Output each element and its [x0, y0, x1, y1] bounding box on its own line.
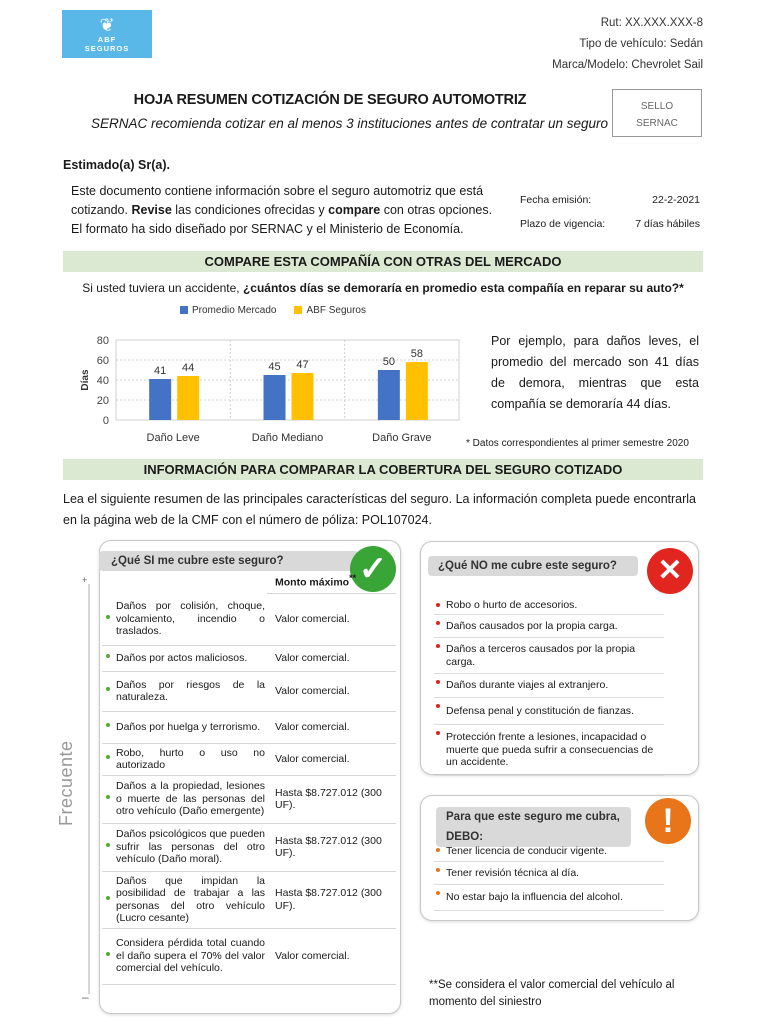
issue-date-label: Fecha emisión:: [520, 194, 592, 206]
section-band-coverage: INFORMACIÓN PARA COMPARAR LA COBERTURA DEL SEGURO COTIZADO: [63, 459, 703, 480]
coverage-intro-paragraph: Lea el siguiente resumen de las principales características del seguro. La información completa puede encontrarla en la página web de la CMF con el número de póliza: POL107024.: [63, 492, 696, 527]
covered-row: [102, 593, 396, 645]
max-amount-header: [267, 571, 396, 593]
y-tick-label: 20: [96, 395, 109, 407]
intro-text-1: Este documento contiene información sobre el seguro automotriz que está cotizando.: [71, 184, 484, 217]
requirements-list: [434, 842, 664, 911]
validity-value: 7 días hábiles: [635, 218, 700, 230]
intro-revise: Revise: [131, 203, 172, 217]
bar: [406, 362, 428, 420]
covered-amount: Hasta $8.727.012 (300 UF).: [267, 775, 396, 823]
y-tick-label: 80: [96, 335, 109, 347]
leaf-icon: ❦: [99, 15, 115, 35]
covered-table-header: [102, 571, 396, 593]
legend-item-abf: [294, 305, 365, 316]
validity-row: [520, 212, 700, 236]
issue-date-row: [520, 188, 700, 212]
bar-value-label: 45: [268, 361, 281, 373]
y-axis-label: Días: [80, 369, 91, 391]
covered-amount: Valor comercial.: [267, 671, 396, 711]
question-pre: Si usted tuviera un accidente,: [82, 281, 243, 295]
covered-item: Daños por actos maliciosos.: [102, 645, 267, 671]
frequency-label: Frecuente: [56, 740, 76, 826]
sernac-seal-box: [612, 89, 702, 137]
bar-value-label: 47: [296, 359, 309, 371]
logo-line1: ABF: [97, 35, 117, 44]
brand-model-text: Marca/Modelo: Chevrolet Sail: [552, 59, 703, 71]
covered-card-title: ¿Qué SI me cubre este seguro?: [99, 551, 359, 571]
covered-amount: Valor comercial.: [267, 743, 396, 775]
covered-item: Daños a la propiedad, lesiones o muerte de las personas del otro vehículo (Daño emergente): [102, 775, 267, 823]
exclamation-icon: !: [645, 798, 691, 844]
covered-row: [102, 928, 396, 984]
covered-item: Daños psicológicos que pueden sufrir las personas del otro vehículo (Daño moral).: [102, 823, 267, 871]
y-tick-label: 0: [102, 415, 109, 427]
repair-days-question: [63, 281, 703, 295]
covered-item: Daños por riesgos de la naturaleza.: [102, 671, 267, 711]
frequency-minus: –: [82, 990, 89, 1004]
x-tick-label: Daño Leve: [146, 432, 200, 444]
covered-table: [102, 571, 396, 985]
covered-amount: Valor comercial.: [267, 928, 396, 984]
commercial-value-footnote: **Se considera el valor comercial del vehículo al momento del siniestro: [429, 979, 675, 1008]
bar: [378, 370, 400, 420]
list-item: Daños durante viajes al extranjero.: [434, 674, 664, 698]
covered-row: [102, 743, 396, 775]
legend-item-market: [180, 305, 276, 316]
page-subtitle: SERNAC recomienda cotizar en al menos 3 instituciones antes de contratar un seguro: [90, 116, 608, 131]
list-item: Robo o hurto de accesorios.: [434, 597, 664, 615]
covered-row: [102, 645, 396, 671]
covered-item: Daños que impidan la posibilidad de trabajar a las personas del otro vehículo (Lucro cesante): [102, 871, 267, 928]
list-item: No estar bajo la influencia del alcohol.: [434, 885, 664, 911]
bar: [264, 375, 286, 420]
bar: [149, 379, 171, 420]
section-band-compare: COMPARE ESTA COMPAÑÍA CON OTRAS DEL MERCADO: [63, 251, 703, 272]
company-logo: [62, 10, 152, 58]
greeting: Estimado(a) Sr(a).: [63, 158, 170, 172]
covered-amount: Valor comercial.: [267, 645, 396, 671]
chart-legend: [180, 305, 366, 316]
covered-amount: Hasta $8.727.012 (300 UF).: [267, 823, 396, 871]
page-title: HOJA RESUMEN COTIZACIÓN DE SEGURO AUTOMOTRIZ: [133, 92, 527, 108]
header-empty-cell: [102, 571, 267, 593]
x-tick-label: Daño Grave: [372, 432, 432, 444]
requirements-card-title: Para que este seguro me cubra, DEBO:: [436, 807, 631, 847]
covered-amount: Hasta $8.727.012 (300 UF).: [267, 871, 396, 928]
list-item: Tener revisión técnica al día.: [434, 862, 664, 886]
covered-item: Considera pérdida total cuando el daño supera el 70% del valor comercial del vehículo.: [102, 928, 267, 984]
question-bold: ¿cuántos días se demoraría en promedio esta compañía en reparar su auto?*: [242, 281, 684, 295]
y-tick-label: 40: [96, 375, 109, 387]
repair-days-bar-chart: [66, 328, 466, 452]
intro-paragraph: [71, 182, 501, 239]
list-item: Protección frente a lesiones, incapacidad o muerte que pueda sufrir a consecuencias de un accidente.: [434, 725, 664, 776]
intro-compare: compare: [328, 203, 381, 217]
bar: [177, 376, 199, 420]
covered-amount: Valor comercial.: [267, 711, 396, 743]
covered-row: [102, 871, 396, 928]
not-covered-list: [434, 597, 664, 776]
vehicle-type-text: Tipo de vehículo: Sedán: [579, 38, 703, 50]
bar-value-label: 41: [154, 365, 167, 377]
list-item: Daños causados por la propia carga.: [434, 615, 664, 639]
not-covered-card-title: ¿Qué NO me cubre este seguro?: [428, 556, 638, 576]
covered-item: Robo, hurto o uso no autorizado: [102, 743, 267, 775]
legend-swatch-abf: [294, 306, 302, 314]
covered-item: Daños por huelga y terrorismo.: [102, 711, 267, 743]
x-mark-icon: ✕: [647, 548, 693, 594]
bar-value-label: 58: [410, 348, 423, 360]
y-tick-label: 60: [96, 355, 109, 367]
bar-value-label: 44: [182, 362, 195, 374]
intro-text-2: las condiciones ofrecidas y: [171, 203, 329, 217]
vehicle-info: [552, 13, 703, 76]
covered-row: [102, 671, 396, 711]
seal-line2: SERNAC: [636, 118, 678, 129]
legend-swatch-market: [180, 306, 188, 314]
max-amount-label: Monto máximo: [275, 576, 350, 589]
bar: [292, 373, 314, 420]
intro-text-3: con otras opciones. El formato ha sido diseñado por SERNAC y el Ministerio de Economía.: [71, 203, 493, 236]
list-item: Defensa penal y constitución de fianzas.: [434, 698, 664, 726]
max-amount-mark: **: [349, 573, 357, 583]
list-item: Daños a terceros causados por la propia carga.: [434, 638, 664, 674]
seal-line1: SELLO: [640, 101, 674, 112]
validity-label: Plazo de vigencia:: [520, 218, 606, 230]
x-tick-label: Daño Mediano: [251, 432, 324, 444]
legend-label-market: Promedio Mercado: [192, 305, 277, 316]
covered-row: [102, 823, 396, 871]
list-item: Tener licencia de conducir vigente.: [434, 842, 664, 862]
covered-row: [102, 775, 396, 823]
chart-example-text: Por ejemplo, para daños leves, el promedio del mercado son 41 días de demora, mientras que esta compañía se demoraría 44 días.: [491, 334, 699, 411]
covered-amount: Valor comercial.: [267, 593, 396, 645]
covered-item: Daños por colisión, choque, volcamiento, incendio o traslados.: [102, 593, 267, 645]
frequency-plus: +: [82, 575, 88, 585]
rut-text: Rut: XX.XXX.XXX-8: [600, 17, 703, 29]
dates-block: [520, 188, 700, 236]
frequency-axis-arrow: [85, 584, 93, 994]
legend-label-abf: ABF Seguros: [306, 305, 366, 316]
logo-line2: SEGUROS: [84, 43, 130, 53]
chart-footnote: * Datos correspondientes al primer semestre 2020: [466, 438, 689, 449]
bar-value-label: 50: [382, 356, 395, 368]
covered-row: [102, 711, 396, 743]
issue-date-value: 22-2-2021: [652, 194, 700, 206]
check-icon: ✓: [350, 546, 396, 592]
